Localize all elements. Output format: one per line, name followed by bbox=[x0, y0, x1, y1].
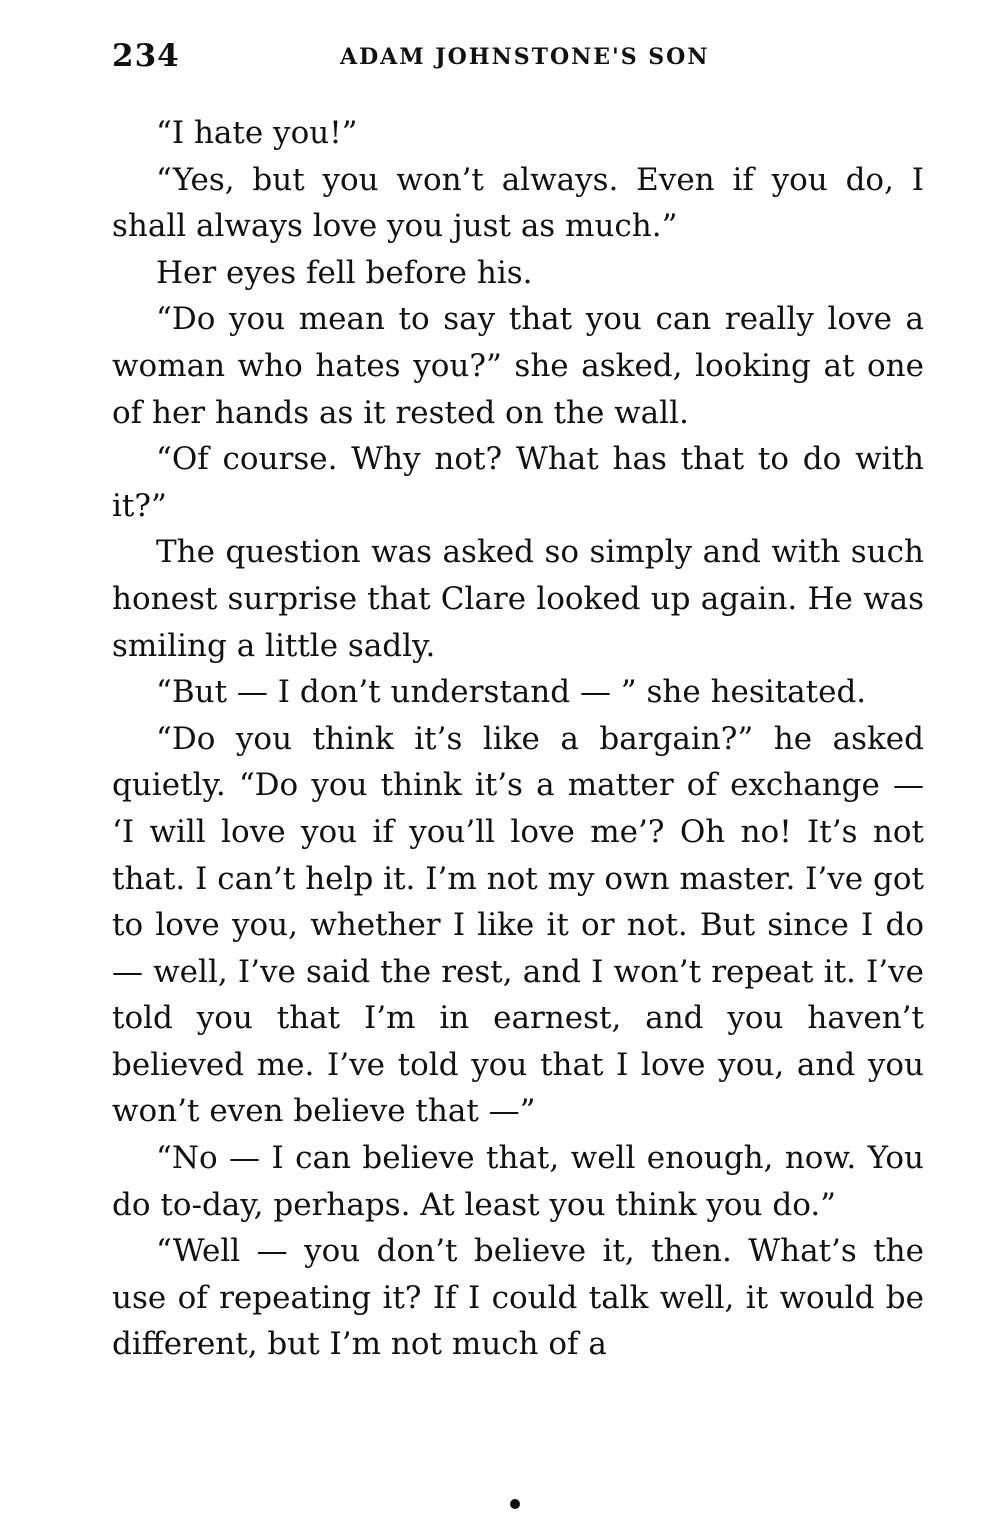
printer-dot bbox=[510, 1499, 520, 1509]
running-head bbox=[112, 34, 924, 84]
page-number: 234 bbox=[112, 38, 180, 74]
paragraph: “Do you mean to say that you can really love a woman who hates you?” she asked, looking at one of her hands as it rested on the wall. bbox=[112, 301, 924, 431]
paragraph: “But — I don’t understand — ” she hesitated. bbox=[156, 674, 867, 711]
paragraph: “Yes, but you won’t always. Even if you do, I shall always love you just as much.” bbox=[112, 161, 924, 245]
paragraph: The question was asked so simply and with such honest surprise that Clare looked up again. He was smiling a little sadly. bbox=[112, 534, 924, 664]
paragraph: “I hate you!” bbox=[156, 115, 358, 151]
paragraph: Her eyes fell before his. bbox=[156, 254, 533, 291]
running-title: ADAM JOHNSTONE'S SON bbox=[340, 44, 710, 70]
body-text bbox=[112, 110, 924, 1368]
paragraph: “Do you think it’s like a bargain?” he asked quietly. “Do you think it’s a matter of exchange — ‘I will love you if you’ll love me’? Oh no! It’s not that. I can’t help it. I’m not my own master. I’ve got to love you, whether I like it or not. But since I do — well, I’ve said the rest, and I won’t repeat it. I’ve told you that I’m in earnest, and you haven’t believed me. I’ve told you that I love you, and you won’t even believe that —” bbox=[112, 720, 924, 1130]
paragraph: “No — I can believe that, well enough, now. You do to-day, perhaps. At least you think you do.” bbox=[112, 1140, 924, 1223]
paragraph: “Well — you don’t believe it, then. What’s the use of repeating it? If I could talk well, it would be different, but I’m not much of a bbox=[112, 1233, 924, 1363]
paragraph: “Of course. Why not? What has that to do with it?” bbox=[112, 441, 924, 524]
